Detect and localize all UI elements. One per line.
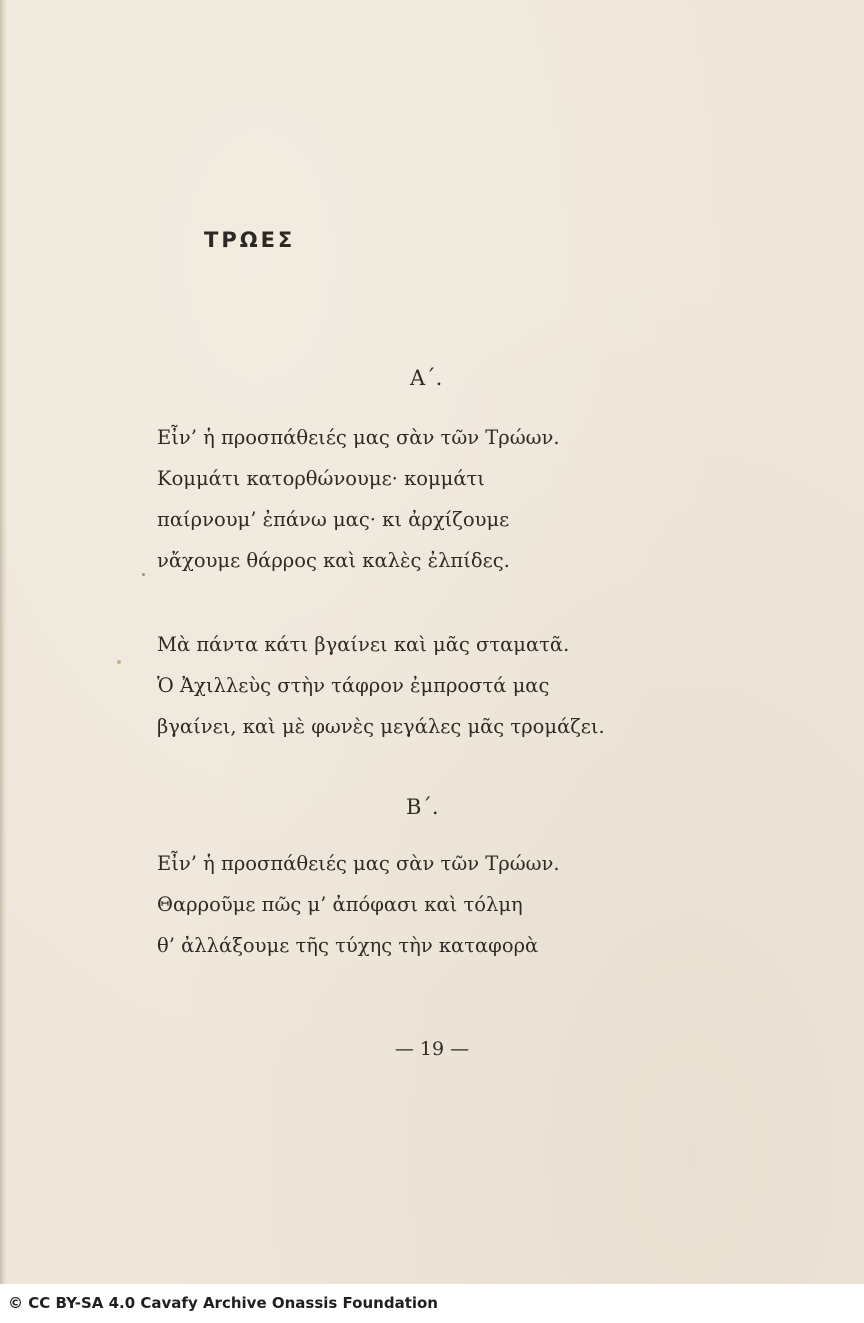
section-mark-b: Β΄.: [406, 795, 439, 819]
poem-line: Εἶν’ ἡ προσπάθειές μας σὰν τῶν Τρώων.: [157, 852, 560, 875]
poem-line: Μὰ πάντα κάτι βγαίνει καὶ μᾶς σταματᾶ.: [157, 633, 570, 656]
poem-title: ΤΡΩΕΣ: [204, 228, 296, 252]
footer-bar: [0, 1284, 864, 1323]
stanza-a2: [157, 624, 605, 747]
page-number: — 19 —: [394, 1038, 470, 1060]
binding-edge: [0, 0, 7, 1284]
poem-line: Κομμάτι κατορθώνουμε· κομμάτι: [157, 467, 485, 490]
stanza-a1: [157, 417, 560, 581]
section-mark-a: Α΄.: [410, 366, 443, 390]
poem-line: Εἶν’ ἡ προσπάθειές μας σὰν τῶν Τρώων.: [157, 426, 560, 449]
stanza-b1: [157, 843, 560, 966]
poem-line: Θαρροῦμε πῶς μ’ ἀπόφασι καὶ τόλμη: [157, 893, 523, 916]
license-credit: © CC BY-SA 4.0 Cavafy Archive Onassis Foundation: [8, 1294, 438, 1312]
poem-line: βγαίνει, καὶ μὲ φωνὲς μεγάλες μᾶς τρομάζει.: [157, 715, 605, 738]
poem-line: Ὁ Ἀχιλλεὺς στὴν τάφρον ἐμπροστά μας: [157, 674, 550, 697]
paper-speck: [117, 660, 121, 664]
paper-speck: [142, 573, 145, 576]
poem-line: νἄχουμε θάρρος καὶ καλὲς ἐλπίδες.: [157, 549, 510, 572]
poem-line: παίρνουμ’ ἐπάνω μας· κι ἀρχίζουμε: [157, 508, 510, 531]
poem-line: θ’ ἀλλάξουμε τῆς τύχης τὴν καταφορὰ: [157, 934, 539, 957]
